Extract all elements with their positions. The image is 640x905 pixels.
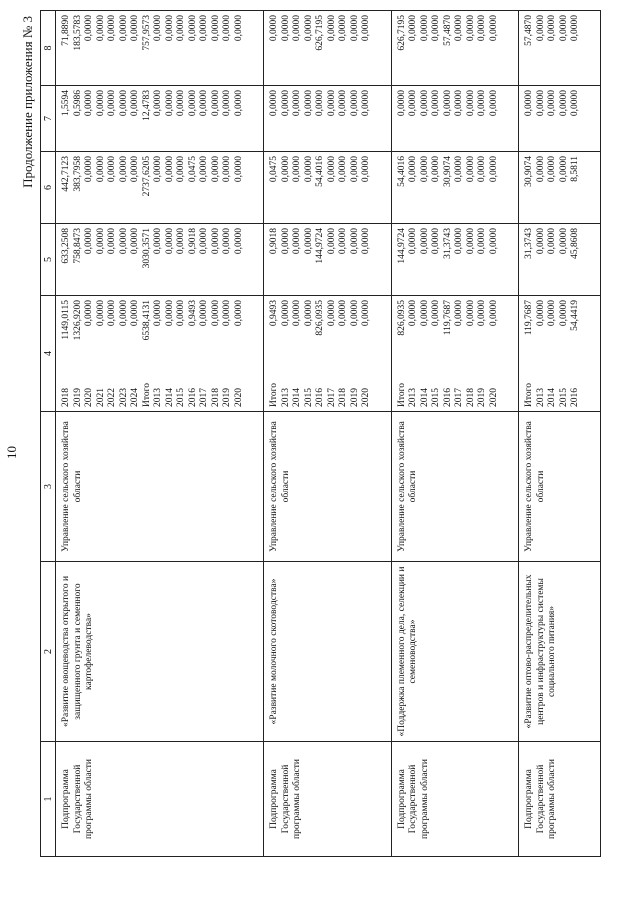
value-other: 0,0000 <box>280 15 291 42</box>
value-total: 0,0000 <box>558 300 569 327</box>
value-regional: 30,9074 <box>524 156 534 187</box>
value-other: 0,0000 <box>292 15 302 42</box>
value-total: 1149,0115 <box>61 300 71 340</box>
value-other: 757,9573 <box>141 15 152 51</box>
value-other: 0,0000 <box>361 15 371 42</box>
value-regional: 0,0000 <box>454 156 464 183</box>
value-federal: 0,0000 <box>326 228 337 255</box>
year-label: 2014 <box>292 388 302 407</box>
value-total: 0,9493 <box>269 300 279 327</box>
value-total: 0,0000 <box>419 300 430 327</box>
table-body <box>56 11 601 857</box>
value-total: 0,0000 <box>535 300 546 327</box>
value-local: 1,5594 <box>61 90 71 117</box>
value-total: 119,7687 <box>442 300 453 336</box>
value-regional: 0,0000 <box>118 156 129 183</box>
year-total-cell <box>391 296 519 412</box>
value-regional: 383,7958 <box>72 156 83 192</box>
value-federal: 45,8608 <box>570 228 580 259</box>
value-federal: 0,0000 <box>408 228 418 255</box>
value-federal: 0,0000 <box>95 228 106 255</box>
value-local: 0,0000 <box>164 90 175 117</box>
year-list <box>269 383 373 407</box>
value-federal: 0,0000 <box>477 228 487 255</box>
value-federal: 0,0000 <box>361 228 371 255</box>
value-regional: 0,0000 <box>419 156 430 183</box>
table-row <box>391 11 519 857</box>
value-federal: 633,2508 <box>61 228 71 264</box>
value-federal: 0,0000 <box>164 228 175 255</box>
value-regional: 0,0000 <box>431 156 441 183</box>
value-local: 0,0000 <box>210 90 221 117</box>
value-local: 0,0000 <box>338 90 348 117</box>
value-other: 0,0000 <box>535 15 546 42</box>
value-total: 0,0000 <box>153 300 163 327</box>
value-local: 0,0000 <box>524 90 534 117</box>
value-local: 0,0000 <box>233 90 244 117</box>
value-local: 0,0000 <box>477 90 487 117</box>
table-row <box>264 11 392 857</box>
value-local: 0,0000 <box>176 90 186 117</box>
value-other: 0,0000 <box>210 15 221 42</box>
total-list <box>397 300 501 336</box>
value-cell <box>391 224 519 296</box>
header-col-5: 5 <box>41 224 56 296</box>
value-total: 0,0000 <box>547 300 557 327</box>
value-regional: 0,0000 <box>280 156 291 183</box>
value-local: 0,0000 <box>419 90 430 117</box>
value-regional: 0,0475 <box>187 156 198 183</box>
value-other: 0,0000 <box>488 15 499 42</box>
value-total: 0,0000 <box>222 300 232 327</box>
value-federal: 0,9018 <box>269 228 279 255</box>
value-local: 0,0000 <box>558 90 569 117</box>
value-regional: 54,4016 <box>315 156 325 187</box>
year-label: 2019 <box>72 388 83 407</box>
value-federal: 0,0000 <box>338 228 348 255</box>
value-regional: 0,0000 <box>338 156 348 183</box>
value-cell <box>56 11 264 86</box>
year-label: 2016 <box>187 388 198 407</box>
value-cell <box>391 86 519 152</box>
value-other: 57,4870 <box>524 15 534 46</box>
year-total-cell <box>264 296 392 412</box>
value-other: 0,0000 <box>547 15 557 42</box>
value-total: 0,0000 <box>338 300 348 327</box>
value-regional: 0,0000 <box>488 156 499 183</box>
header-col-7: 7 <box>41 86 56 152</box>
value-local: 0,0000 <box>326 90 337 117</box>
year-label: 2013 <box>153 388 163 407</box>
value-local: 0,0000 <box>84 90 94 117</box>
year-label: 2019 <box>222 388 232 407</box>
value-cell <box>391 152 519 224</box>
value-total: 0,0000 <box>280 300 291 327</box>
value-other: 0,0000 <box>176 15 186 42</box>
value-cell <box>264 86 392 152</box>
year-label: 2020 <box>84 388 94 407</box>
value-federal: 31,3743 <box>442 228 453 259</box>
total-list <box>269 300 373 336</box>
value-other: 0,0000 <box>130 15 140 42</box>
value-cell <box>519 224 601 296</box>
value-regional: 0,0000 <box>210 156 221 183</box>
value-regional: 0,0475 <box>269 156 279 183</box>
value-other: 0,0000 <box>465 15 476 42</box>
value-total: 0,0000 <box>488 300 499 327</box>
value-other: 57,4870 <box>442 15 453 46</box>
year-label: 2020 <box>361 388 371 407</box>
year-label: 2014 <box>547 388 557 407</box>
year-list <box>397 383 501 407</box>
year-label: 2017 <box>326 388 337 407</box>
value-cell <box>391 11 519 86</box>
value-local: 0,0000 <box>396 90 407 117</box>
value-regional: 0,0000 <box>326 156 337 183</box>
year-label: 2014 <box>419 388 430 407</box>
responsible-cell: Управление сельского хозяйства области <box>519 412 601 562</box>
value-total: 119,7687 <box>524 300 534 336</box>
value-regional: 30,9074 <box>442 156 453 187</box>
value-regional: 0,0000 <box>303 156 314 183</box>
value-local: 12,4783 <box>141 90 152 121</box>
value-local: 0,0000 <box>465 90 476 117</box>
value-total: 6538,4131 <box>141 300 152 341</box>
value-other: 0,0000 <box>408 15 418 42</box>
value-federal: 0,0000 <box>535 228 546 255</box>
value-regional: 0,0000 <box>292 156 302 183</box>
value-regional: 0,0000 <box>222 156 232 183</box>
value-federal: 758,8473 <box>72 228 83 264</box>
year-label: 2014 <box>164 388 175 407</box>
value-federal: 144,9724 <box>396 228 407 264</box>
value-local: 0,0000 <box>303 90 314 117</box>
year-list <box>61 383 245 407</box>
year-total-cell <box>56 296 264 412</box>
value-regional: 0,0000 <box>233 156 244 183</box>
table-row <box>56 11 264 857</box>
value-federal: 31,3743 <box>524 228 534 259</box>
year-label: 2015 <box>558 388 569 407</box>
value-regional: 0,0000 <box>558 156 569 183</box>
value-local: 0,5986 <box>72 90 83 117</box>
value-local: 0,0000 <box>292 90 302 117</box>
value-other: 0,0000 <box>454 15 464 42</box>
value-federal: 0,0000 <box>176 228 186 255</box>
year-label: 2015 <box>431 388 441 407</box>
value-total: 0,0000 <box>233 300 244 327</box>
value-regional: 0,0000 <box>199 156 209 183</box>
year-label: 2023 <box>118 388 129 407</box>
value-local: 0,0000 <box>107 90 117 117</box>
value-regional: 442,7123 <box>61 156 71 192</box>
header-row <box>41 11 56 857</box>
value-regional: 8,5811 <box>570 156 580 182</box>
header-col-2: 2 <box>41 562 56 742</box>
value-other: 71,8890 <box>61 15 71 46</box>
value-total: 1326,9200 <box>72 300 83 341</box>
value-cell <box>264 11 392 86</box>
header-col-8: 8 <box>41 11 56 86</box>
value-local: 0,0000 <box>361 90 371 117</box>
value-regional: 0,0000 <box>349 156 360 183</box>
value-regional: 0,0000 <box>477 156 487 183</box>
header-col-1: 1 <box>41 742 56 857</box>
subprogram-cell: Подпрограмма Государственной программы области <box>264 742 392 857</box>
value-local: 0,0000 <box>431 90 441 117</box>
year-label: 2017 <box>454 388 464 407</box>
value-total: 0,0000 <box>84 300 94 327</box>
value-total: 0,0000 <box>210 300 221 327</box>
value-federal: 0,0000 <box>280 228 291 255</box>
value-other: 0,0000 <box>570 15 580 42</box>
value-federal: 0,0000 <box>292 228 302 255</box>
value-local: 0,0000 <box>199 90 209 117</box>
value-total: 0,0000 <box>107 300 117 327</box>
value-total: 0,0000 <box>95 300 106 327</box>
value-other: 0,0000 <box>95 15 106 42</box>
value-total: 0,0000 <box>477 300 487 327</box>
value-federal: 0,0000 <box>465 228 476 255</box>
value-federal: 0,0000 <box>349 228 360 255</box>
value-local: 0,0000 <box>547 90 557 117</box>
value-cell <box>519 11 601 86</box>
value-regional: 0,0000 <box>408 156 418 183</box>
year-label: 2013 <box>535 388 546 407</box>
total-list <box>524 300 582 335</box>
value-other: 626,7195 <box>315 15 325 51</box>
value-total: 0,0000 <box>431 300 441 327</box>
value-other: 0,0000 <box>349 15 360 42</box>
value-local: 0,0000 <box>315 90 325 117</box>
value-regional: 0,0000 <box>95 156 106 183</box>
value-federal: 144,9724 <box>315 228 325 264</box>
value-total: 0,0000 <box>292 300 302 327</box>
value-local: 0,0000 <box>442 90 453 117</box>
year-label: 2019 <box>477 388 487 407</box>
budget-table <box>40 10 601 857</box>
value-total: 54,4419 <box>570 300 580 331</box>
value-federal: 0,0000 <box>558 228 569 255</box>
value-other: 183,5783 <box>72 15 83 51</box>
value-regional: 0,0000 <box>84 156 94 183</box>
value-other: 0,0000 <box>269 15 279 42</box>
responsible-cell: Управление сельского хозяйства области <box>264 412 392 562</box>
year-label: 2022 <box>107 388 117 407</box>
year-label: 2018 <box>61 388 71 407</box>
total-list <box>61 300 245 340</box>
year-label: 2020 <box>233 388 244 407</box>
value-local: 0,0000 <box>153 90 163 117</box>
value-federal: 0,0000 <box>419 228 430 255</box>
year-list <box>524 383 582 407</box>
subprogram-name-cell: «Развитие молочного скотоводства» <box>264 562 392 742</box>
year-label: 2015 <box>176 388 186 407</box>
value-other: 0,0000 <box>477 15 487 42</box>
value-regional: 2737,6205 <box>141 156 152 197</box>
header-col-3: 3 <box>41 412 56 562</box>
value-federal: 0,9018 <box>187 228 198 255</box>
value-total: 0,0000 <box>465 300 476 327</box>
subprogram-cell: Подпрограмма Государственной программы области <box>519 742 601 857</box>
value-local: 0,0000 <box>570 90 580 117</box>
value-local: 0,0000 <box>349 90 360 117</box>
value-total: 0,0000 <box>361 300 371 327</box>
value-federal: 0,0000 <box>431 228 441 255</box>
value-total: 826,0935 <box>315 300 325 336</box>
value-federal: 0,0000 <box>454 228 464 255</box>
value-cell <box>56 152 264 224</box>
value-other: 0,0000 <box>187 15 198 42</box>
value-federal: 3030,3571 <box>141 228 152 269</box>
value-total: 0,0000 <box>454 300 464 327</box>
year-total-cell <box>519 296 601 412</box>
year-label: 2018 <box>338 388 348 407</box>
value-total: 0,0000 <box>118 300 129 327</box>
value-other: 0,0000 <box>118 15 129 42</box>
value-other: 0,0000 <box>84 15 94 42</box>
value-regional: 0,0000 <box>547 156 557 183</box>
value-other: 0,0000 <box>558 15 569 42</box>
year-label: 2017 <box>199 388 209 407</box>
subprogram-cell: Подпрограмма Государственной программы области <box>391 742 519 857</box>
value-regional: 0,0000 <box>176 156 186 183</box>
value-total: 0,0000 <box>303 300 314 327</box>
table-row <box>519 11 601 857</box>
year-label: 2016 <box>570 388 580 407</box>
value-total: 0,0000 <box>408 300 418 327</box>
value-cell <box>519 152 601 224</box>
year-label: 2019 <box>349 388 360 407</box>
value-regional: 0,0000 <box>361 156 371 183</box>
value-federal: 0,0000 <box>118 228 129 255</box>
responsible-cell: Управление сельского хозяйства области <box>56 412 264 562</box>
year-label: 2021 <box>95 388 106 407</box>
value-federal: 0,0000 <box>199 228 209 255</box>
value-other: 0,0000 <box>326 15 337 42</box>
year-label: Итого <box>269 382 279 407</box>
value-regional: 0,0000 <box>130 156 140 183</box>
value-regional: 0,0000 <box>465 156 476 183</box>
value-cell <box>519 86 601 152</box>
value-regional: 0,0000 <box>535 156 546 183</box>
value-federal: 0,0000 <box>303 228 314 255</box>
value-cell <box>264 152 392 224</box>
year-label: 2013 <box>408 388 418 407</box>
responsible-cell: Управление сельского хозяйства области <box>391 412 519 562</box>
value-other: 0,0000 <box>431 15 441 42</box>
value-total: 0,0000 <box>199 300 209 327</box>
subprogram-name-cell: «Поддержка племенного дела, селекции и семеноводства» <box>391 562 519 742</box>
year-label: 2024 <box>130 388 140 407</box>
value-federal: 0,0000 <box>233 228 244 255</box>
header-col-6: 6 <box>41 152 56 224</box>
year-label: Итого <box>524 382 534 407</box>
value-local: 0,0000 <box>95 90 106 117</box>
subprogram-name-cell: «Развитие оптово-распределительных центров и инфраструктуры системы социального питания» <box>519 562 601 742</box>
value-local: 0,0000 <box>535 90 546 117</box>
subprogram-name-cell: «Развитие овощеводства открытого и защищенного грунта и семенного картофелеводства» <box>56 562 264 742</box>
value-other: 0,0000 <box>199 15 209 42</box>
value-federal: 0,0000 <box>222 228 232 255</box>
value-local: 0,0000 <box>269 90 279 117</box>
value-federal: 0,0000 <box>210 228 221 255</box>
value-total: 0,0000 <box>130 300 140 327</box>
value-other: 0,0000 <box>222 15 232 42</box>
value-total: 826,0935 <box>396 300 407 336</box>
value-local: 0,0000 <box>280 90 291 117</box>
year-label: 2018 <box>465 388 476 407</box>
page-number: 10 <box>4 446 19 459</box>
value-cell <box>264 224 392 296</box>
value-federal: 0,0000 <box>488 228 499 255</box>
year-label: 2020 <box>488 388 499 407</box>
value-local: 0,0000 <box>130 90 140 117</box>
value-other: 0,0000 <box>164 15 175 42</box>
value-regional: 54,4016 <box>396 156 407 187</box>
value-local: 0,0000 <box>118 90 129 117</box>
value-other: 0,0000 <box>303 15 314 42</box>
value-federal: 0,0000 <box>130 228 140 255</box>
value-other: 0,0000 <box>338 15 348 42</box>
value-other: 0,0000 <box>419 15 430 42</box>
year-label: 2015 <box>303 388 314 407</box>
value-cell <box>56 86 264 152</box>
value-local: 0,0000 <box>187 90 198 117</box>
value-local: 0,0000 <box>488 90 499 117</box>
subprogram-cell: Подпрограмма Государственной программы области <box>56 742 264 857</box>
value-other: 0,0000 <box>107 15 117 42</box>
value-total: 0,0000 <box>176 300 186 327</box>
value-local: 0,0000 <box>454 90 464 117</box>
year-label: 2016 <box>315 388 325 407</box>
value-total: 0,0000 <box>164 300 175 327</box>
value-federal: 0,0000 <box>107 228 117 255</box>
value-other: 626,7195 <box>396 15 407 51</box>
value-total: 0,0000 <box>349 300 360 327</box>
value-total: 0,9493 <box>187 300 198 327</box>
value-federal: 0,0000 <box>153 228 163 255</box>
year-label: 2018 <box>210 388 221 407</box>
value-regional: 0,0000 <box>107 156 117 183</box>
appendix-label: Продолжение приложения № 3 <box>20 16 35 188</box>
year-label: 2016 <box>442 388 453 407</box>
value-regional: 0,0000 <box>164 156 175 183</box>
value-federal: 0,0000 <box>84 228 94 255</box>
year-label: Итого <box>141 382 152 407</box>
value-federal: 0,0000 <box>547 228 557 255</box>
header-col-4: 4 <box>41 296 56 412</box>
value-other: 0,0000 <box>153 15 163 42</box>
year-label: Итого <box>396 382 407 407</box>
value-other: 0,0000 <box>233 15 244 42</box>
value-cell <box>56 224 264 296</box>
value-local: 0,0000 <box>408 90 418 117</box>
value-local: 0,0000 <box>222 90 232 117</box>
value-regional: 0,0000 <box>153 156 163 183</box>
value-total: 0,0000 <box>326 300 337 327</box>
year-label: 2013 <box>280 388 291 407</box>
